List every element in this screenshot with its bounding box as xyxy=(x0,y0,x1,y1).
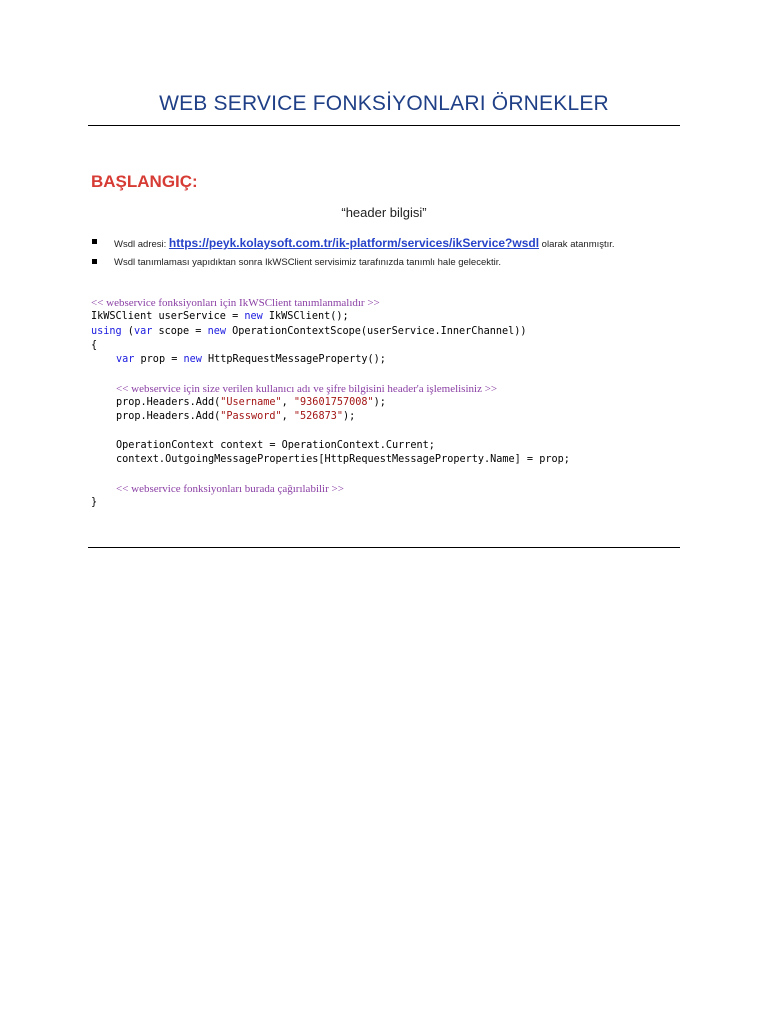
code-text: { xyxy=(91,339,98,351)
code-string: "Password" xyxy=(220,411,282,423)
code-comment: << webservice için size verilen kullanıcı adı ve şifre bilgisini header'a işlemelisiniz >> xyxy=(116,382,498,395)
code-text: prop.Headers.Add( xyxy=(116,411,221,423)
code-text: HttpRequestMessageProperty(); xyxy=(201,354,386,366)
code-text: ); xyxy=(373,397,386,409)
section-heading: BAŞLANGIÇ: xyxy=(91,172,198,191)
list-item xyxy=(92,254,615,272)
code-line xyxy=(91,496,570,510)
header-caption: “header bilgisi” xyxy=(341,205,427,220)
code-line xyxy=(91,353,570,367)
code-line xyxy=(91,310,570,324)
code-keyword: new xyxy=(183,354,202,366)
code-text: OperationContext context = OperationContext.Current; xyxy=(116,439,435,451)
code-comment: << webservice fonksiyonları burada çağırılabilir >> xyxy=(116,482,344,495)
code-text: context.OutgoingMessageProperties[HttpRequestMessageProperty.Name] = prop; xyxy=(116,454,570,466)
code-keyword: new xyxy=(244,311,263,323)
code-text: OperationContextScope(userService.InnerChannel)) xyxy=(225,325,527,337)
code-text: prop.Headers.Add( xyxy=(116,397,221,409)
code-comment: << webservice fonksiyonları için IkWSClient tanımlanmalıdır >> xyxy=(91,297,380,309)
list-item xyxy=(92,234,615,254)
wsdl-note: Wsdl tanımlaması yapıdıktan sonra IkWSClient servisimiz tarafınızda tanımlı hale gelecektir. xyxy=(114,257,502,268)
wsdl-suffix: olarak atanmıştır. xyxy=(539,239,615,250)
code-line xyxy=(91,296,570,310)
code-text: IkWSClient userService = xyxy=(91,311,245,323)
code-line xyxy=(91,468,570,482)
code-line xyxy=(91,482,570,496)
code-text: , xyxy=(281,397,294,409)
top-divider xyxy=(88,125,680,126)
bullet-square-icon xyxy=(92,239,97,244)
code-text: prop = xyxy=(134,354,184,366)
code-line xyxy=(91,382,570,396)
code-text: ( xyxy=(121,325,134,337)
code-line xyxy=(91,439,570,453)
code-string: "93601757008" xyxy=(293,397,374,409)
code-line xyxy=(91,396,570,410)
code-line xyxy=(91,410,570,424)
code-keyword: var xyxy=(133,325,153,337)
code-line xyxy=(91,453,570,467)
code-text: } xyxy=(91,497,98,509)
code-keyword: using xyxy=(91,325,122,337)
code-block xyxy=(91,296,570,510)
code-string: "Username" xyxy=(220,397,282,409)
code-text: scope = xyxy=(152,325,208,337)
wsdl-link[interactable]: https://peyk.kolaysoft.com.tr/ik-platform/services/ikService?wsdl xyxy=(168,236,540,250)
code-string: "526873" xyxy=(293,411,343,423)
code-line xyxy=(91,325,570,339)
page-title: WEB SERVICE FONKSİYONLARI ÖRNEKLER xyxy=(159,92,609,115)
code-text: , xyxy=(281,411,294,423)
code-keyword: new xyxy=(207,325,226,337)
bullet-square-icon xyxy=(92,259,97,264)
wsdl-prefix: Wsdl adresi: xyxy=(114,239,169,250)
code-text: IkWSClient(); xyxy=(262,311,349,323)
bullet-list xyxy=(92,234,615,272)
code-text: ); xyxy=(342,411,356,423)
code-line xyxy=(91,425,570,439)
code-line xyxy=(91,339,570,353)
bottom-divider xyxy=(88,547,680,548)
code-keyword: var xyxy=(116,354,135,366)
code-line xyxy=(91,367,570,381)
